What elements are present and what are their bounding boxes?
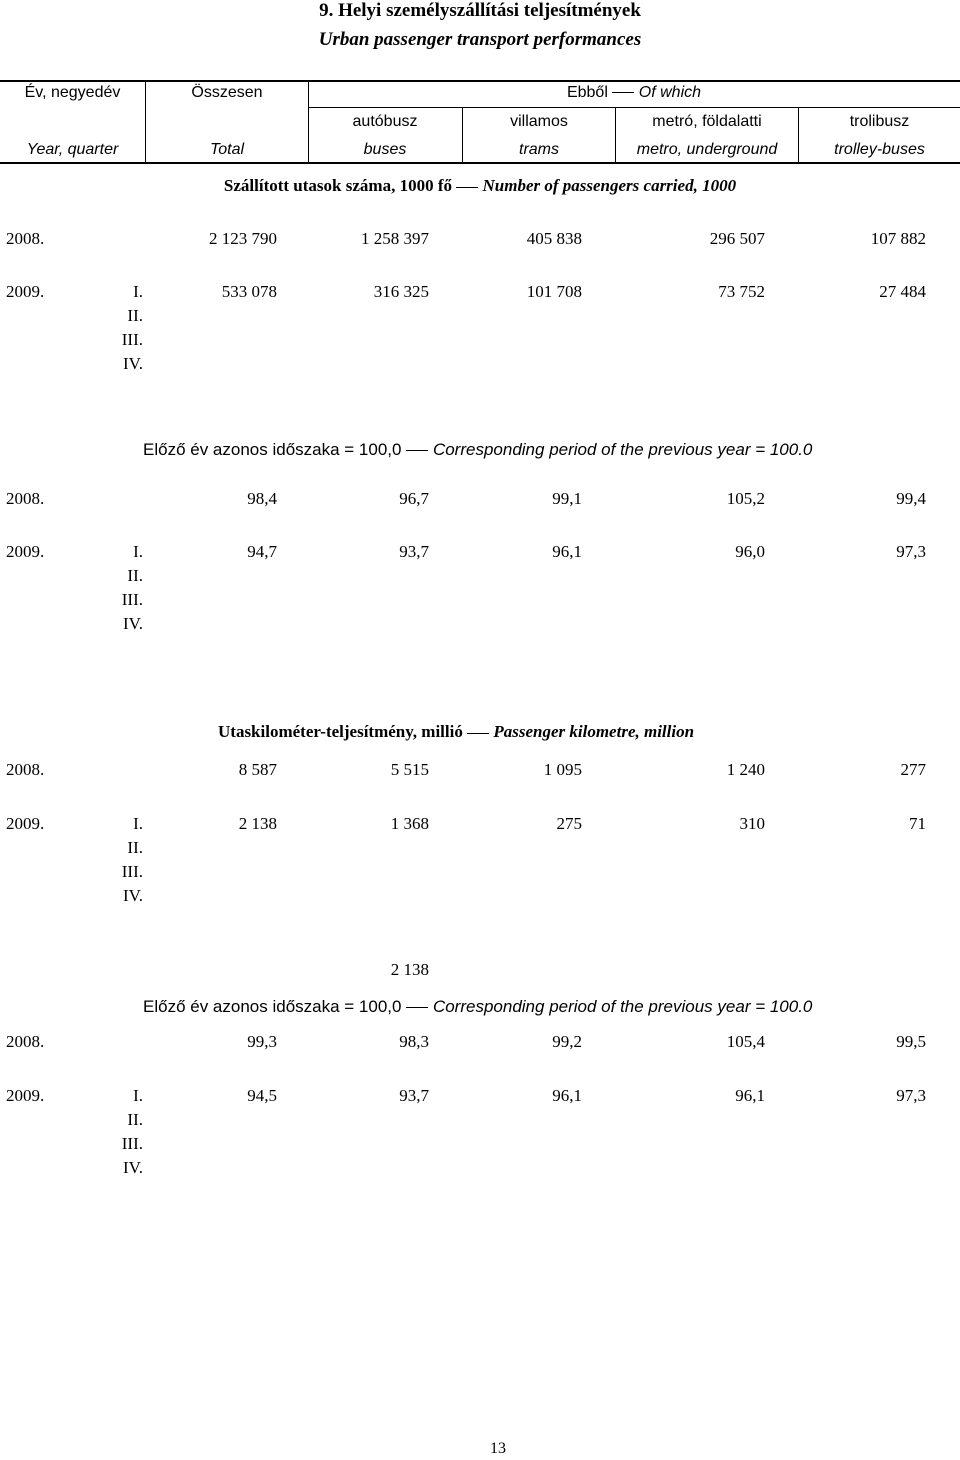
section-title-index-pkm [143,997,812,1017]
header-year-hu: Év, negyedév [24,84,121,101]
title-hu: 9. Helyi személyszállítási teljesítmények [319,0,641,21]
quarter-label: III. [121,1134,143,1153]
cell-bus: 1 368 [390,814,429,833]
section-title-hu: Szállított utasok száma, 1000 fő [223,176,452,195]
cell-tram: 1 095 [543,760,582,779]
dash [456,187,478,188]
row-year: 2008. [6,1032,45,1051]
section-title-en: Corresponding period of the previous year = 100.0 [432,997,813,1016]
cell-tram: 99,1 [552,489,582,508]
header-top-rule [0,80,960,82]
dash [406,450,428,451]
cell-bus: 93,7 [399,1086,429,1105]
header-ofwhich-hu: Ebből [566,84,608,101]
cell-bus: 96,7 [399,489,429,508]
cell-metro: 96,1 [735,1086,765,1105]
quarter-label: I. [133,542,143,561]
quarter-label: III. [121,330,143,349]
quarter-label: IV. [123,886,143,905]
cell-bus: 5 515 [390,760,429,779]
stray-value: 2 138 [390,960,429,979]
cell-troll: 99,4 [896,489,926,508]
header-metro-hu: metró, földalatti [652,113,762,130]
cell-troll: 97,3 [896,542,926,561]
header-ofwhich-en: Of which [638,84,702,101]
quarter-label: II. [127,1110,143,1129]
cell-troll: 107 882 [870,229,926,248]
row-year: 2008. [6,760,45,779]
header-ofwhich [308,84,960,102]
quarter-label: II. [127,566,143,585]
row-year: 2009. [6,542,45,561]
cell-tram: 96,1 [552,542,582,561]
header-tram-hu: villamos [510,113,568,130]
header-tram-en: trams [519,141,559,158]
header-total-en: Total [209,141,245,158]
header-metro-en: metro, underground [636,141,778,158]
section-title-index-passengers [143,440,812,460]
cell-metro: 96,0 [735,542,765,561]
cell-metro: 1 240 [726,760,765,779]
quarter-label: II. [127,838,143,857]
dash [406,1007,428,1008]
quarter-label: IV. [123,354,143,373]
section-title-hu: Előző év azonos időszaka = 100,0 [143,440,402,459]
section-title-hu: Előző év azonos időszaka = 100,0 [143,997,402,1016]
header-troll-hu: trolibusz [849,113,910,130]
cell-tram: 275 [556,814,582,833]
header-total-hu: Összesen [191,84,263,101]
section-title-pkm [218,722,694,742]
section-title-en: Passenger kilometre, million [493,722,695,741]
quarter-label: I. [133,282,143,301]
cell-total: 98,4 [247,489,277,508]
quarter-label: I. [133,1086,143,1105]
cell-total: 94,7 [247,542,277,561]
quarter-label: I. [133,814,143,833]
cell-tram: 101 708 [526,282,582,301]
cell-metro: 105,4 [726,1032,765,1051]
cell-metro: 73 752 [718,282,765,301]
cell-troll: 99,5 [896,1032,926,1051]
page-number: 13 [490,1440,506,1457]
cell-total: 2 138 [238,814,277,833]
header-troll-en: trolley-buses [834,141,925,158]
quarter-label: III. [121,862,143,881]
quarter-label: II. [127,306,143,325]
cell-troll: 71 [909,814,926,833]
cell-metro: 105,2 [726,489,765,508]
header-bus-hu: autóbusz [352,113,418,130]
cell-bus: 1 258 397 [361,229,429,248]
cell-tram: 96,1 [552,1086,582,1105]
cell-total: 99,3 [247,1032,277,1051]
row-year: 2009. [6,282,45,301]
row-year: 2009. [6,1086,45,1105]
cell-total: 2 123 790 [209,229,277,248]
header-bottom-rule [0,162,960,164]
cell-total: 8 587 [238,760,277,779]
cell-metro: 296 507 [709,229,765,248]
header-bus-en: buses [363,141,407,158]
title-en: Urban passenger transport performances [318,29,642,50]
header-year-en: Year, quarter [26,141,119,158]
cell-tram: 99,2 [552,1032,582,1051]
cell-bus: 98,3 [399,1032,429,1051]
dash [612,92,634,93]
section-title-en: Number of passengers carried, 1000 [482,176,737,195]
row-year: 2009. [6,814,45,833]
quarter-label: IV. [123,1158,143,1177]
cell-bus: 316 325 [373,282,429,301]
cell-total: 533 078 [221,282,277,301]
row-year: 2008. [6,229,45,248]
row-year: 2008. [6,489,45,508]
section-title-en: Corresponding period of the previous year = 100.0 [432,440,813,459]
quarter-label: IV. [123,614,143,633]
cell-troll: 97,3 [896,1086,926,1105]
cell-troll: 277 [900,760,926,779]
quarter-label: III. [121,590,143,609]
cell-troll: 27 484 [879,282,926,301]
cell-bus: 93,7 [399,542,429,561]
dash [467,733,489,734]
cell-tram: 405 838 [526,229,582,248]
cell-metro: 310 [739,814,765,833]
header-ofwhich-rule [308,107,960,108]
section-title-hu: Utaskilométer-teljesítmény, millió [218,722,463,741]
cell-total: 94,5 [247,1086,277,1105]
section-title-passengers [0,176,960,196]
